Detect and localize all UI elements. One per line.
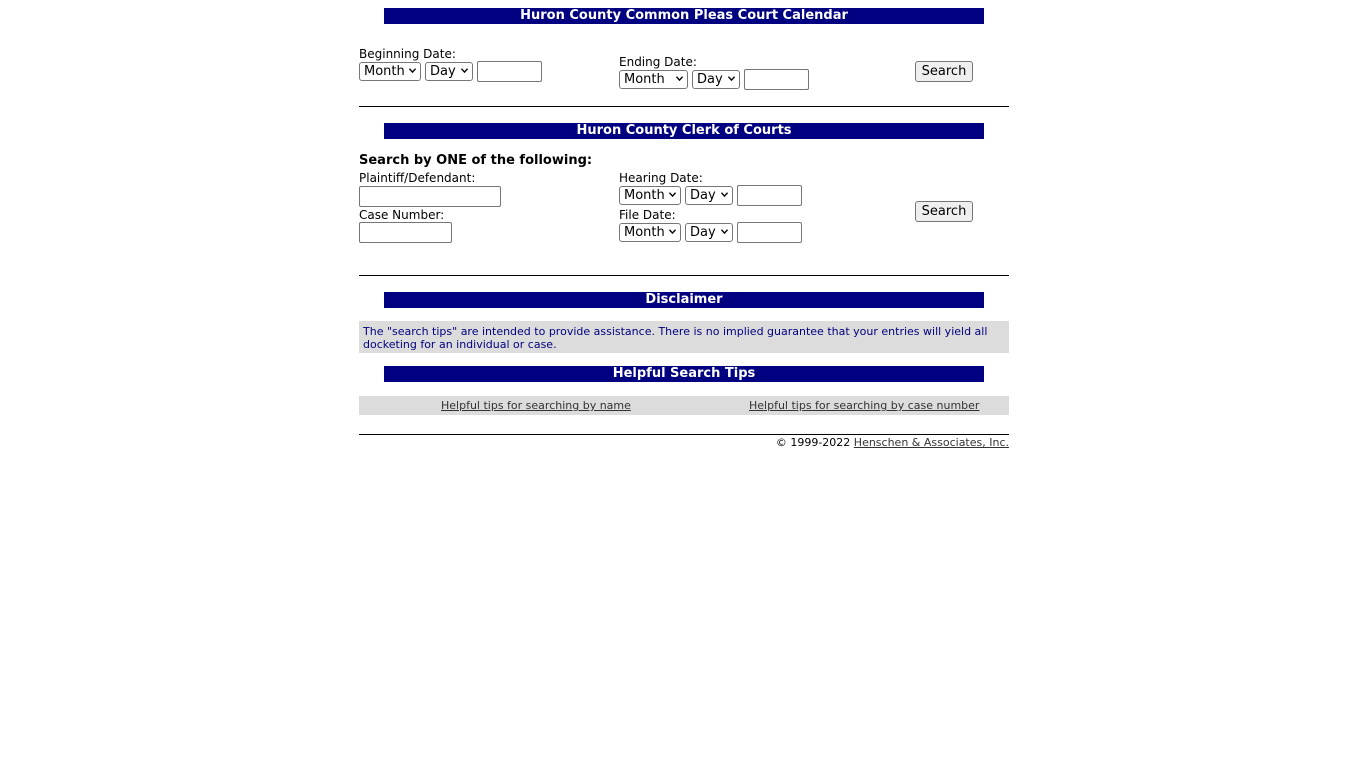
copyright-text: © 1999-2022 [775, 436, 851, 449]
calendar-title: Huron County Common Pleas Court Calendar [384, 8, 984, 24]
chevron-down-icon [669, 228, 676, 235]
select-value: Day [697, 72, 723, 87]
select-value: Day [690, 188, 716, 203]
divider [359, 106, 1009, 107]
chevron-down-icon [461, 67, 468, 74]
hearing-month-select[interactable] [619, 186, 681, 205]
calendar-search-button[interactable]: Search [915, 61, 973, 82]
disclaimer-text: The "search tips" are intended to provide assistance. There is no implied guarantee that your entries will yield all docketing for an individual or case. [359, 321, 1009, 353]
beginning-day-select[interactable] [425, 62, 473, 81]
party-label: Plaintiff/Defendant: [359, 171, 476, 185]
select-value: Month [624, 188, 665, 203]
beginning-date-label: Beginning Date: [359, 47, 456, 61]
case-number-input[interactable] [359, 222, 452, 243]
beginning-month-select[interactable] [359, 62, 421, 81]
chevron-down-icon [669, 191, 676, 198]
search-instruction: Search by ONE of the following: [359, 153, 593, 168]
ending-year-input[interactable] [744, 69, 809, 90]
hearing-day-select[interactable] [685, 186, 733, 205]
select-value: Day [430, 64, 456, 79]
party-name-input[interactable] [359, 186, 501, 207]
footer-divider [359, 434, 1009, 435]
chevron-down-icon [676, 75, 683, 82]
select-value: Month [624, 225, 665, 240]
ending-month-select[interactable] [619, 70, 688, 89]
clerk-title: Huron County Clerk of Courts [384, 123, 984, 139]
clerk-search-button[interactable]: Search [915, 201, 973, 222]
disclaimer-title: Disclaimer [384, 292, 984, 308]
select-value: Month [364, 64, 405, 79]
case-number-label: Case Number: [359, 208, 445, 222]
tips-by-name-link[interactable]: Helpful tips for searching by name [441, 399, 631, 412]
hearing-date-label: Hearing Date: [619, 171, 703, 185]
ending-date-label: Ending Date: [619, 55, 697, 69]
tips-box [359, 396, 1009, 415]
chevron-down-icon [721, 191, 728, 198]
file-day-select[interactable] [685, 223, 733, 242]
select-value: Month [624, 72, 665, 87]
file-month-select[interactable] [619, 223, 681, 242]
tips-by-case-link[interactable]: Helpful tips for searching by case number [749, 399, 980, 412]
tips-title: Helpful Search Tips [384, 366, 984, 382]
footer [776, 436, 1009, 449]
beginning-year-input[interactable] [477, 61, 542, 82]
company-link[interactable]: Henschen & Associates, Inc. [853, 436, 1009, 449]
chevron-down-icon [721, 228, 728, 235]
hearing-year-input[interactable] [737, 185, 802, 206]
chevron-down-icon [409, 67, 416, 74]
divider [359, 275, 1009, 276]
file-date-label: File Date: [619, 208, 676, 222]
select-value: Day [690, 225, 716, 240]
chevron-down-icon [728, 75, 735, 82]
file-year-input[interactable] [737, 222, 802, 243]
ending-day-select[interactable] [692, 70, 740, 89]
